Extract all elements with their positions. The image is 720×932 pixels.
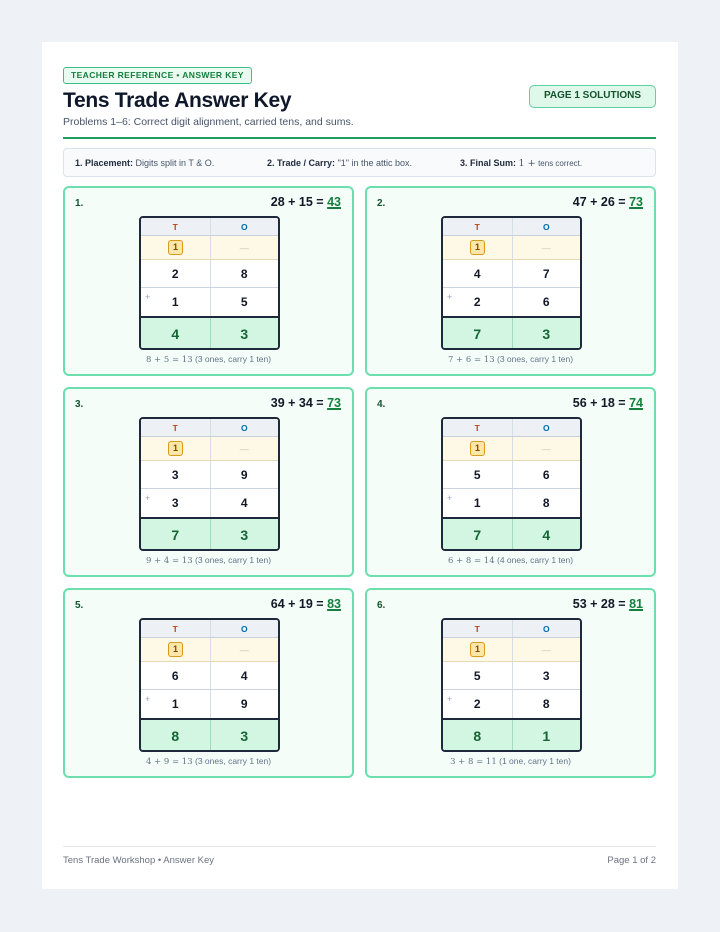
- step-label: 3. Final Sum:: [460, 158, 517, 168]
- carry-explanation: [367, 756, 654, 767]
- problem-equation: [573, 597, 643, 611]
- sum-tens: 8: [473, 728, 482, 744]
- carry-tens-cell: [141, 236, 210, 259]
- addend-row-2: [141, 288, 278, 316]
- carry-ones-empty: —: [210, 638, 279, 661]
- sum-tens: 8: [171, 728, 180, 744]
- place-value-grid: [139, 216, 280, 350]
- step-text: "1" in the attic box.: [337, 158, 412, 168]
- addend2-tens: 1: [171, 295, 179, 309]
- carry-ones-empty: —: [210, 236, 279, 259]
- problem-equation: [271, 195, 341, 209]
- plus-sign: +: [145, 292, 151, 302]
- carry-explanation: [367, 354, 654, 365]
- place-value-grid: [441, 216, 582, 350]
- grid-header-row: [443, 419, 580, 437]
- note-math: 3 + 8 = 11: [450, 757, 497, 767]
- addend-row-2: [443, 288, 580, 316]
- plus-sign: +: [447, 493, 453, 503]
- ones-header: O: [512, 620, 581, 637]
- page-subtitle: Problems 1–6: Correct digit alignment, carried tens, and sums.: [63, 116, 354, 128]
- footer-title: Tens Trade Workshop • Answer Key: [63, 855, 214, 866]
- carry-tens-cell: [443, 437, 512, 460]
- step-placement: [75, 158, 214, 168]
- carry-explanation: [65, 756, 352, 767]
- equation-text: 47 + 26 =: [572, 195, 626, 209]
- note-math: 4 + 9 = 13: [145, 757, 193, 767]
- equation-text: 53 + 28 =: [572, 597, 626, 611]
- page-title: Tens Trade Answer Key: [63, 89, 292, 112]
- tens-header: T: [172, 222, 178, 232]
- problem-number: 6.: [377, 600, 386, 611]
- note-math: 8 + 5 = 13: [145, 355, 193, 365]
- addend-row-1: [141, 260, 278, 288]
- equation-answer: 73: [327, 396, 341, 410]
- addend1-tens: 3: [171, 468, 179, 482]
- carry-ones-empty: —: [512, 638, 581, 661]
- sum-ones: 3: [210, 318, 279, 350]
- addend2-ones: 8: [512, 489, 581, 517]
- ones-header: O: [512, 419, 581, 436]
- addend2-ones: 9: [210, 690, 279, 718]
- problem-card: [365, 588, 656, 778]
- note-text: (3 ones, carry 1 ten): [195, 555, 272, 565]
- ones-header: O: [210, 620, 279, 637]
- carry-row: [443, 437, 580, 461]
- addend-row-1: [443, 461, 580, 489]
- problem-equation: [271, 597, 341, 611]
- addend-row-1: [141, 461, 278, 489]
- equation-answer: 83: [327, 597, 341, 611]
- addend-row-1: [141, 662, 278, 690]
- note-text: (3 ones, carry 1 ten): [195, 354, 272, 364]
- addend2-ones: 5: [210, 288, 279, 316]
- sum-row: [443, 316, 580, 350]
- addend1-ones: 7: [512, 260, 581, 287]
- note-text: (1 one, carry 1 ten): [499, 756, 571, 766]
- teacher-reference-badge: TEACHER REFERENCE • ANSWER KEY: [63, 67, 252, 84]
- equation-answer: 43: [327, 195, 341, 209]
- tens-header: T: [172, 423, 178, 433]
- carry-explanation: [65, 555, 352, 566]
- sum-ones: 1: [512, 720, 581, 752]
- place-value-grid: [441, 618, 582, 752]
- addend2-tens: 2: [473, 295, 481, 309]
- ones-header: O: [210, 218, 279, 235]
- step-math: 1 +: [518, 158, 536, 169]
- tens-header: T: [474, 222, 480, 232]
- carry-tens-cell: [141, 437, 210, 460]
- problem-number: 3.: [75, 399, 84, 410]
- place-value-grid: [139, 618, 280, 752]
- sum-ones: 3: [210, 720, 279, 752]
- answer-key-page: [42, 42, 678, 889]
- ones-header: O: [210, 419, 279, 436]
- carry-box: 1: [168, 240, 183, 255]
- tens-header: T: [172, 624, 178, 634]
- step-trade-carry: [267, 158, 412, 168]
- addend2-ones: 8: [512, 690, 581, 718]
- addend-row-2: [141, 489, 278, 517]
- addend-row-1: [443, 260, 580, 288]
- header-divider: [63, 137, 656, 139]
- carry-tens-cell: [443, 638, 512, 661]
- carry-row: [141, 437, 278, 461]
- carry-ones-empty: —: [512, 236, 581, 259]
- problem-number: 5.: [75, 600, 84, 611]
- problem-card: [63, 186, 354, 376]
- note-math: 9 + 4 = 13: [145, 556, 193, 566]
- step-text: Digits split in T & O.: [135, 158, 215, 168]
- carry-explanation: [367, 555, 654, 566]
- addend-row-2: [443, 489, 580, 517]
- problem-number: 1.: [75, 198, 84, 209]
- note-text: (3 ones, carry 1 ten): [497, 354, 574, 364]
- steps-bar: [63, 148, 656, 177]
- equation-text: 56 + 18 =: [572, 396, 626, 410]
- carry-row: [443, 638, 580, 662]
- plus-sign: +: [145, 493, 151, 503]
- carry-box: 1: [470, 642, 485, 657]
- sum-row: [141, 517, 278, 551]
- sum-ones: 3: [512, 318, 581, 350]
- problem-equation: [573, 195, 643, 209]
- carry-box: 1: [470, 240, 485, 255]
- carry-row: [141, 236, 278, 260]
- ones-header: O: [512, 218, 581, 235]
- tens-header: T: [474, 624, 480, 634]
- sum-tens: 7: [171, 527, 180, 543]
- addend1-tens: 6: [171, 669, 179, 683]
- problem-card: [63, 387, 354, 577]
- problem-card: [365, 387, 656, 577]
- sum-row: [141, 718, 278, 752]
- addend1-ones: 3: [512, 662, 581, 689]
- addend2-tens: 1: [171, 697, 179, 711]
- carry-tens-cell: [443, 236, 512, 259]
- addend1-ones: 6: [512, 461, 581, 488]
- step-text: tens correct.: [538, 159, 583, 168]
- step-label: 2. Trade / Carry:: [267, 158, 336, 168]
- sum-tens: 7: [473, 527, 482, 543]
- problem-card: [365, 186, 656, 376]
- addend1-ones: 9: [210, 461, 279, 488]
- note-text: (3 ones, carry 1 ten): [195, 756, 272, 766]
- problem-number: 4.: [377, 399, 386, 410]
- addend2-tens: 3: [171, 496, 179, 510]
- step-final-sum: [460, 158, 582, 169]
- grid-header-row: [141, 218, 278, 236]
- sum-row: [443, 517, 580, 551]
- addend-row-2: [443, 690, 580, 718]
- equation-text: 28 + 15 =: [270, 195, 324, 209]
- carry-ones-empty: —: [512, 437, 581, 460]
- plus-sign: +: [447, 292, 453, 302]
- addend1-ones: 4: [210, 662, 279, 689]
- sum-tens: 7: [473, 326, 482, 342]
- step-label: 1. Placement:: [75, 158, 134, 168]
- equation-text: 39 + 34 =: [270, 396, 324, 410]
- carry-box: 1: [168, 441, 183, 456]
- carry-ones-empty: —: [210, 437, 279, 460]
- addend1-tens: 5: [473, 669, 481, 683]
- carry-row: [141, 638, 278, 662]
- note-math: 6 + 8 = 14: [447, 556, 495, 566]
- addend1-tens: 2: [171, 267, 179, 281]
- sum-tens: 4: [171, 326, 180, 342]
- tens-header: T: [474, 423, 480, 433]
- sum-row: [443, 718, 580, 752]
- addend-row-2: [141, 690, 278, 718]
- addend2-ones: 6: [512, 288, 581, 316]
- place-value-grid: [139, 417, 280, 551]
- equation-answer: 73: [629, 195, 643, 209]
- addend1-ones: 8: [210, 260, 279, 287]
- grid-header-row: [443, 620, 580, 638]
- carry-tens-cell: [141, 638, 210, 661]
- grid-header-row: [141, 419, 278, 437]
- problem-equation: [573, 396, 643, 410]
- footer-divider: [63, 846, 656, 847]
- sum-row: [141, 316, 278, 350]
- footer-page-number: Page 1 of 2: [607, 855, 656, 866]
- page-solutions-badge: PAGE 1 SOLUTIONS: [529, 85, 656, 108]
- carry-box: 1: [168, 642, 183, 657]
- addend-row-1: [443, 662, 580, 690]
- addend1-tens: 5: [473, 468, 481, 482]
- note-text: (4 ones, carry 1 ten): [497, 555, 574, 565]
- carry-explanation: [65, 354, 352, 365]
- problem-number: 2.: [377, 198, 386, 209]
- problem-equation: [271, 396, 341, 410]
- carry-box: 1: [470, 441, 485, 456]
- sum-ones: 3: [210, 519, 279, 551]
- grid-header-row: [141, 620, 278, 638]
- place-value-grid: [441, 417, 582, 551]
- carry-row: [443, 236, 580, 260]
- plus-sign: +: [447, 694, 453, 704]
- plus-sign: +: [145, 694, 151, 704]
- addend1-tens: 4: [473, 267, 481, 281]
- grid-header-row: [443, 218, 580, 236]
- note-math: 7 + 6 = 13: [447, 355, 495, 365]
- addend2-tens: 2: [473, 697, 481, 711]
- problem-card: [63, 588, 354, 778]
- equation-text: 64 + 19 =: [270, 597, 324, 611]
- addend2-ones: 4: [210, 489, 279, 517]
- equation-answer: 74: [629, 396, 643, 410]
- addend2-tens: 1: [473, 496, 481, 510]
- equation-answer: 81: [629, 597, 643, 611]
- sum-ones: 4: [512, 519, 581, 551]
